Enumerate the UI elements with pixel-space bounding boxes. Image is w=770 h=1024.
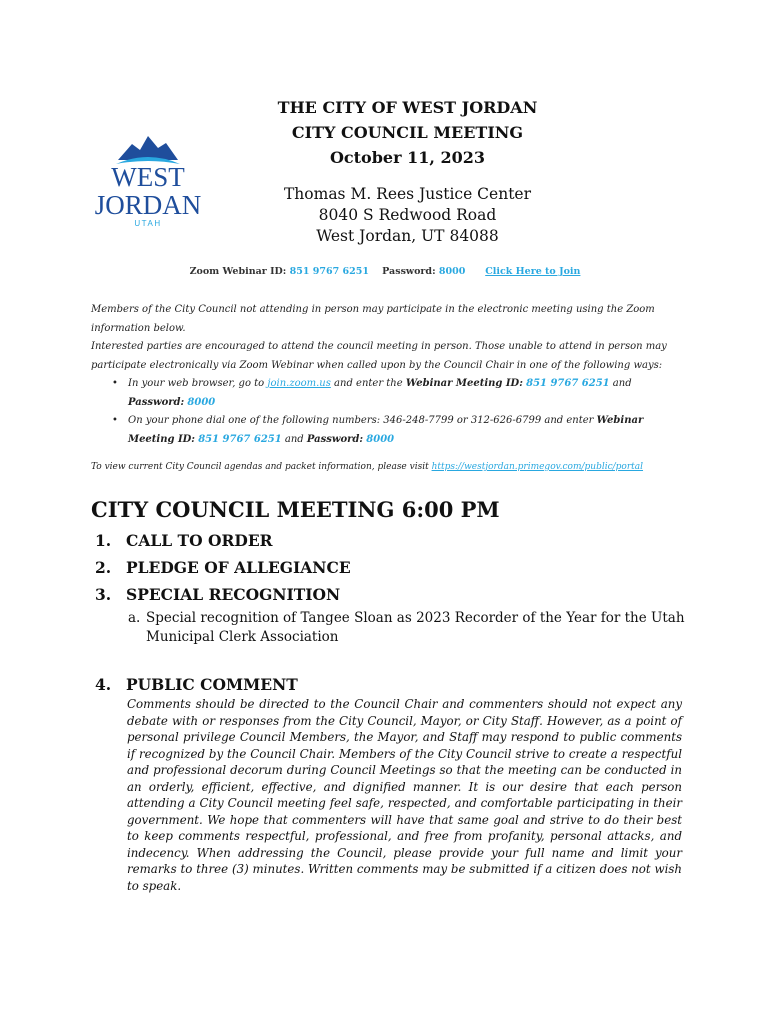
- logo-word-jordan: JORDAN: [94, 190, 202, 220]
- intro-paragraph-2: Interested parties are encouraged to attend the council meeting in person. Those unable to attend in person may participate electronically via Zoom Webinar when called upon by the Council Chair in one of the following ways:: [91, 341, 667, 371]
- street-address: 8040 S Redwood Road: [318, 206, 497, 224]
- address-block: [250, 184, 565, 247]
- zoom-webinar-label: Zoom Webinar ID:: [189, 266, 287, 277]
- agenda-item-special-recognition: 3. SPECIAL RECOGNITION: [95, 585, 341, 604]
- agenda-subitem-recognition: a. Special recognition of Tangee Sloan as 2023 Recorder of the Year for the Utah Municipal Clerk Association: [128, 610, 685, 645]
- zoom-info: [0, 266, 770, 277]
- participation-info: [91, 301, 686, 449]
- option-phone-dial: • On your phone dial one of the following numbers: 346-248-7799 or 312-626-6799 and enter Webinar Meeting ID: 851 9767 6251 and Password: 8000: [128, 412, 686, 449]
- join-zoom-link[interactable]: join.zoom.us: [267, 378, 331, 389]
- logo-word-utah: UTAH: [134, 219, 162, 228]
- document-header: [250, 95, 565, 247]
- web-password: 8000: [187, 396, 216, 408]
- phone-password: 8000: [366, 433, 395, 445]
- zoom-webinar-id: 851 9767 6251: [289, 266, 369, 277]
- zoom-password: 8000: [438, 266, 466, 277]
- public-comment-text: Comments should be directed to the Council Chair and commenters should not expect any debate with or responses from the City Council, Mayor, or City Staff. However, as a point of personal privilege Council Members, the Mayor, and Staff may respond to public comments if recognized by the Council Chair. Members of the City Council strive to create a respectful and professional decorum during Council Meetings so that the meeting can be conducted in an orderly, efficient, effective, and dignified manner. It is our desire that each person attending a City Council meeting feel safe, respected, and comfortable participating in their government. We hope that commenters will have that same goal and strive to do their best to keep comments respectful, professional, and free from profanity, personal attacks, and indecency. When addressing the Council, please provide your full name and limit your remarks to three (3) minutes. Written comments may be submitted if a citizen does not wish to speak.: [127, 697, 682, 893]
- zoom-join-link[interactable]: Click Here to Join: [485, 266, 581, 277]
- meeting-date: October 11, 2023: [329, 148, 486, 167]
- participation-options: [91, 375, 686, 449]
- west-jordan-logo: [88, 130, 208, 230]
- intro-paragraph-1: Members of the City Council not attending in person may participate in the electronic meeting using the Zoom information below.: [91, 304, 655, 334]
- portal-note: To view current City Council agendas and packet information, please visit https://westjordan.primegov.com/public/portal: [91, 462, 644, 472]
- agenda-title: CITY COUNCIL MEETING 6:00 PM: [91, 497, 500, 522]
- city-name: THE CITY OF WEST JORDAN: [277, 98, 538, 117]
- venue-name: Thomas M. Rees Justice Center: [283, 185, 532, 203]
- logo-word-west: WEST: [111, 162, 185, 192]
- agenda-item-public-comment: 4. PUBLIC COMMENT: [95, 675, 298, 694]
- web-meeting-id: 851 9767 6251: [526, 378, 610, 389]
- portal-link[interactable]: https://westjordan.primegov.com/public/portal: [431, 462, 644, 472]
- city-state-zip: West Jordan, UT 84088: [316, 227, 499, 245]
- option-web-browser: • In your web browser, go to join.zoom.us and enter the Webinar Meeting ID: 851 9767 6251 and Password: 8000: [128, 375, 686, 412]
- phone-meeting-id: 851 9767 6251: [198, 433, 282, 445]
- agenda-item-pledge: 2. PLEDGE OF ALLEGIANCE: [95, 558, 351, 577]
- meeting-name: CITY COUNCIL MEETING: [291, 123, 524, 142]
- zoom-password-label: Password:: [382, 266, 436, 277]
- agenda-item-call-to-order: 1. CALL TO ORDER: [95, 531, 273, 550]
